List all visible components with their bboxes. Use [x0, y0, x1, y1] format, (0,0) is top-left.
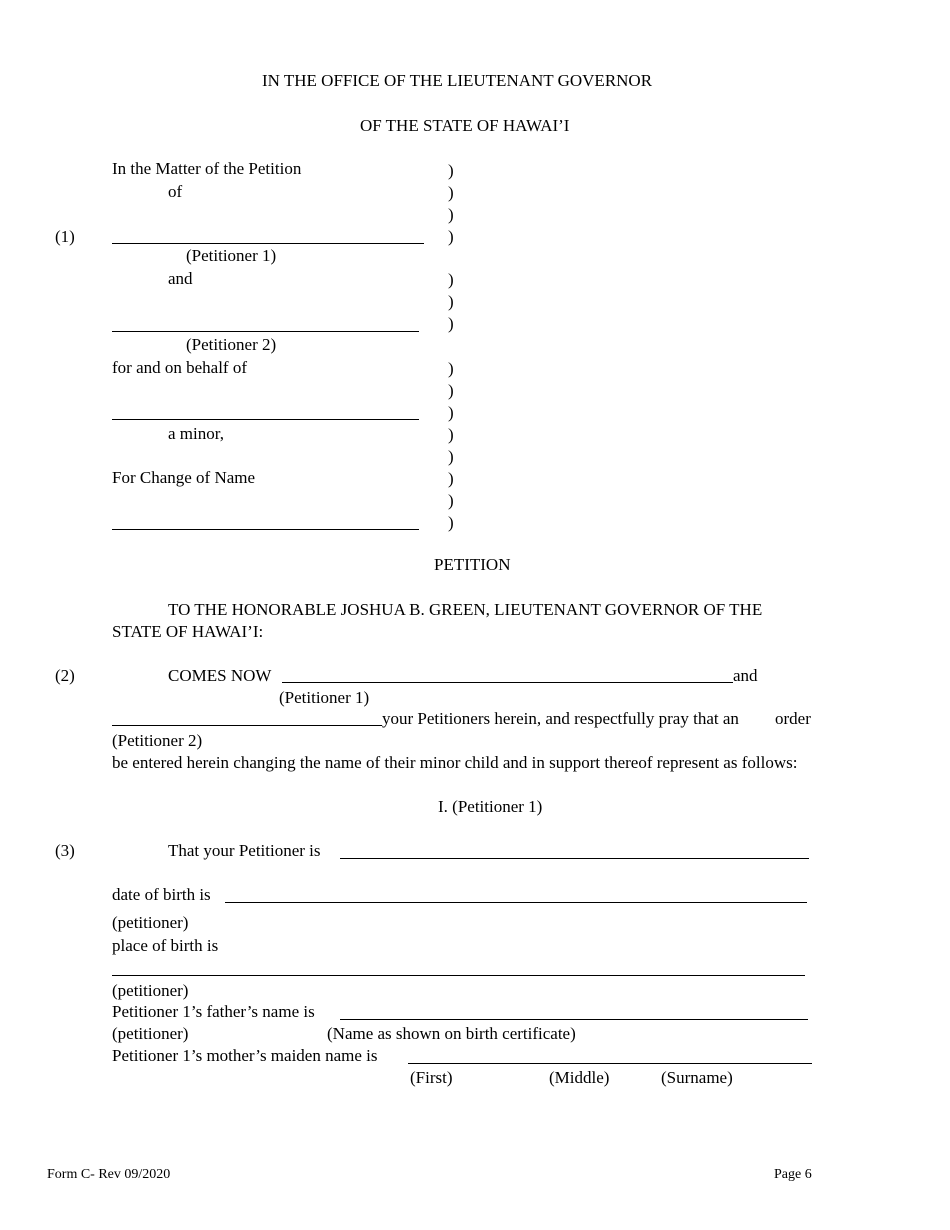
name-as-shown-label: (Name as shown on birth certificate)	[327, 1024, 576, 1043]
caption-paren: )	[448, 270, 454, 289]
caption-petitioner2-label: (Petitioner 2)	[186, 335, 277, 354]
dob-label: date of birth is	[112, 885, 211, 904]
comes-now-text: COMES NOW	[168, 666, 272, 685]
entered-text: be entered herein changing the name of their minor child and in support thereof represent as follows:	[112, 753, 798, 772]
caption-paren: )	[448, 359, 454, 378]
comes-now-petitioner2-label: (Petitioner 2)	[112, 731, 203, 750]
caption-and: and	[168, 269, 193, 288]
caption-paren: )	[448, 205, 454, 224]
pob-field[interactable]	[112, 975, 805, 976]
first-name-label: (First)	[410, 1068, 453, 1087]
caption-paren: )	[448, 183, 454, 202]
caption-paren: )	[448, 425, 454, 444]
middle-name-label: (Middle)	[549, 1068, 610, 1087]
comes-now-and: and	[733, 666, 758, 685]
petitioner2-name-field[interactable]	[112, 331, 419, 332]
caption-behalf: for and on behalf of	[112, 358, 248, 377]
caption-paren: )	[448, 314, 454, 333]
father-name-label: Petitioner 1’s father’s name is	[112, 1002, 315, 1021]
form-revision: Form C- Rev 09/2020	[47, 1167, 171, 1182]
comes-now-petitioner2-field[interactable]	[112, 725, 382, 726]
page-number: Page 6	[774, 1167, 812, 1182]
header-state: OF THE STATE OF HAWAI’I	[360, 116, 570, 135]
pray-order: order	[775, 709, 811, 728]
caption-paren: )	[448, 227, 454, 246]
petitioner-is-field[interactable]	[340, 858, 809, 859]
petition-address-line1: TO THE HONORABLE JOSHUA B. GREEN, LIEUTENANT GOVERNOR OF THE	[168, 600, 763, 619]
caption-of: of	[168, 182, 183, 201]
petitioner2-name-field-end	[410, 331, 419, 332]
caption-paren: )	[448, 513, 454, 532]
petitioner1-name-field[interactable]	[112, 243, 424, 244]
caption-paren: )	[448, 469, 454, 488]
dob-field[interactable]	[225, 902, 807, 903]
petition-heading: PETITION	[434, 555, 511, 574]
dob-petitioner-label: (petitioner)	[112, 913, 189, 932]
item-number-3: (3)	[55, 841, 75, 860]
item-number-1: (1)	[55, 227, 75, 246]
caption-paren: )	[448, 447, 454, 466]
caption-paren: )	[448, 491, 454, 510]
caption-paren: )	[448, 403, 454, 422]
mother-name-label: Petitioner 1’s mother’s maiden name is	[112, 1046, 378, 1065]
header-office: IN THE OFFICE OF THE LIEUTENANT GOVERNOR	[262, 71, 653, 90]
father-petitioner-label: (petitioner)	[112, 1024, 189, 1043]
caption-paren: )	[448, 161, 454, 180]
father-name-field[interactable]	[340, 1019, 808, 1020]
comes-now-petitioner1-label: (Petitioner 1)	[279, 688, 370, 707]
caption-paren: )	[448, 381, 454, 400]
caption-petitioner1-label: (Petitioner 1)	[186, 246, 277, 265]
petitioner-is-label: That your Petitioner is	[168, 841, 321, 860]
mother-name-field[interactable]	[408, 1063, 812, 1064]
pray-text: your Petitioners herein, and respectfully pray that an	[382, 709, 739, 728]
surname-label: (Surname)	[661, 1068, 733, 1087]
caption-minor: a minor,	[168, 424, 224, 443]
section1-heading: I. (Petitioner 1)	[438, 797, 543, 816]
pob-petitioner-label: (petitioner)	[112, 981, 189, 1000]
caption-change-of-name: For Change of Name	[112, 468, 256, 487]
minor-name-field[interactable]	[112, 419, 419, 420]
item-number-2: (2)	[55, 666, 75, 685]
caption-matter: In the Matter of the Petition	[112, 159, 302, 178]
pob-label: place of birth is	[112, 936, 219, 955]
comes-now-petitioner1-field[interactable]	[282, 682, 733, 683]
petition-address-line2: STATE OF HAWAI’I:	[112, 622, 264, 641]
caption-paren: )	[448, 292, 454, 311]
new-name-field[interactable]	[112, 529, 419, 530]
